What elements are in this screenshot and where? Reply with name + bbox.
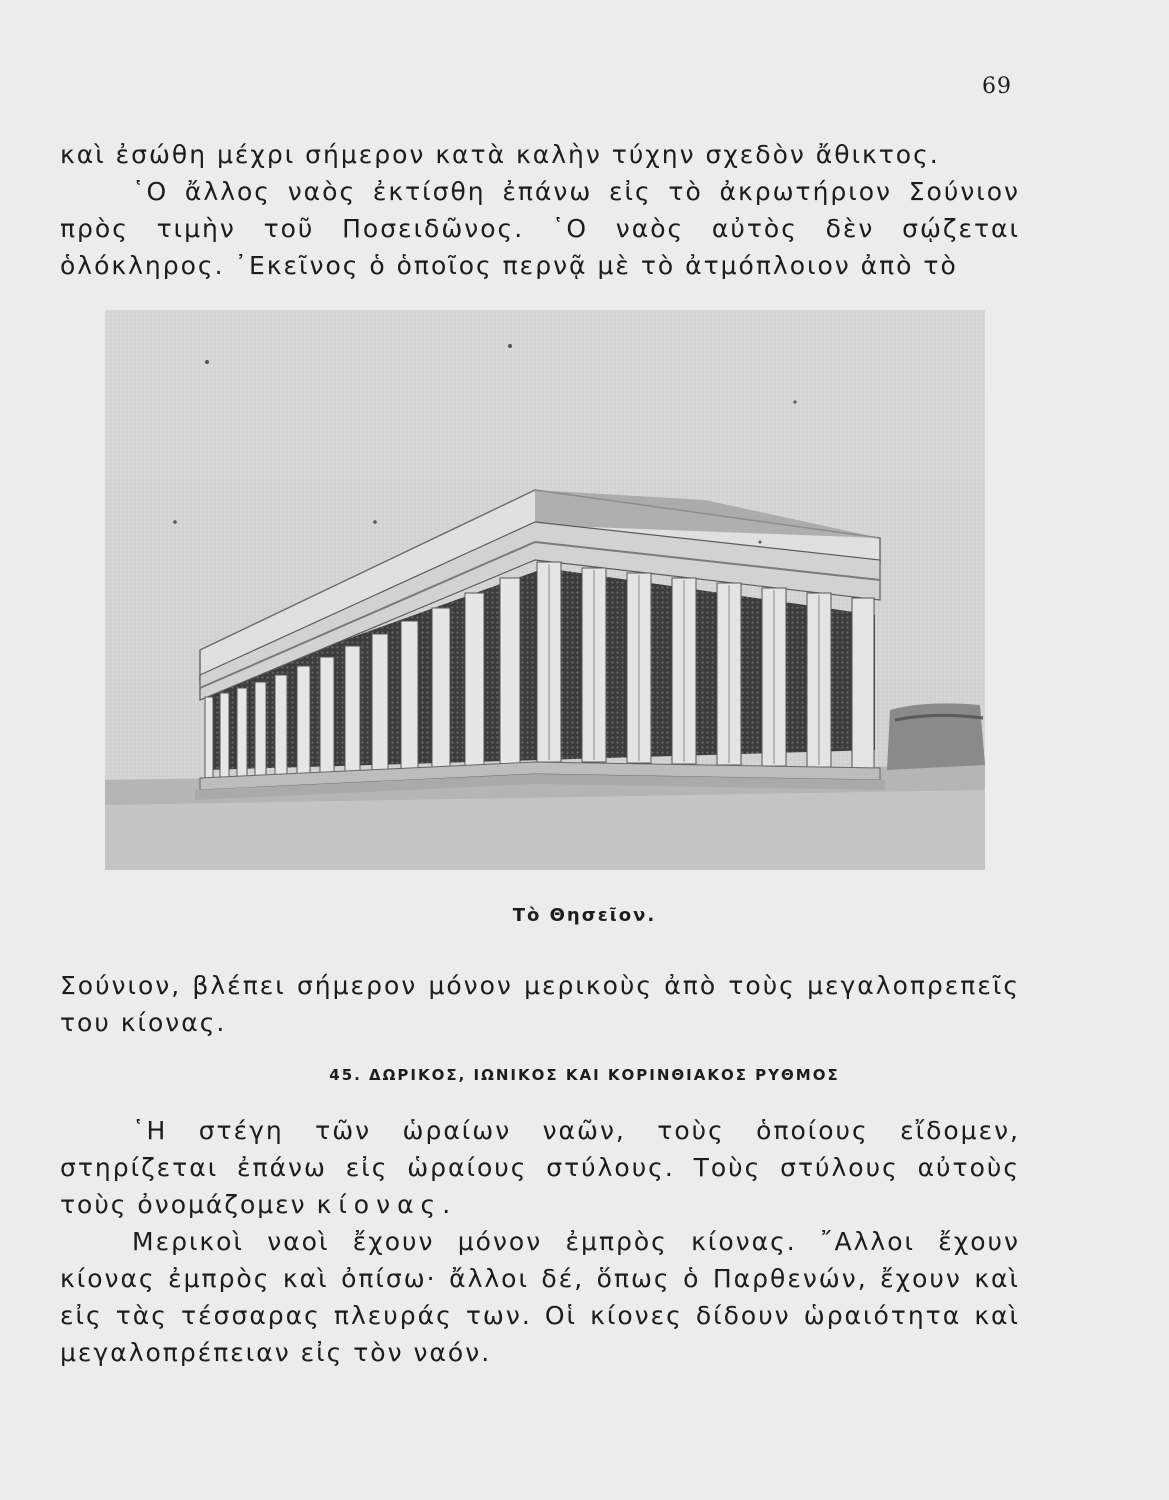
page-number: 69 [982,74,1012,99]
paragraph-continuation: καὶ ἐσώθη μέχρι σήμερον κατὰ καλὴν τύχην σχεδὸν ἄθικτος. [60,140,940,169]
paragraph-sounion: ῾Ο ἄλλος ναὸς ἐκτίσθη ἐπάνω εἰς τὸ ἀκρωτήριον Σούνιον πρὸς τιμὴν τοῦ Ποσειδῶνος. ῾Ο ναὸς αὐτὸς δὲν σῴζεται ὁλόκληρος. ᾿Εκεῖνος ὁ ὁποῖος περνᾷ μὲ τὸ ἀτμόπλοιον ἀπὸ τὸ [60,177,1020,280]
section-heading: 45. ΔΩΡΙΚΟΣ, ΙΩΝΙΚΟΣ ΚΑΙ ΚΟΡΙΝΘΙΑΚΟΣ ΡΥΘΜΟΣ [329,1066,840,1084]
figure-caption: Τὸ Θησεῖον. [512,905,657,926]
paragraph-after-figure: Σούνιον, βλέπει σήμερον μόνον μερικοὺς ἀπὸ τοὺς μεγαλοπρεπεῖς του κίονας. [60,971,1020,1037]
emphasized-term: κίονας. [316,1190,458,1219]
text-block-after-figure [60,967,1020,1041]
text-block-top [60,136,1020,284]
paragraph-roof-columns-text: ῾Η στέγη τῶν ὡραίων ναῶν, τοὺς ὁποίους εἴδομεν, στηρίζεται ἐπάνω εἰς ὡραίους στύλους. Τοὺς στύλους αὐτοὺς τοὺς ὀνομάζομεν [60,1116,1020,1219]
paragraph-roof-columns [60,1112,1020,1223]
section-body [60,1112,1020,1371]
temple-photograph [105,310,985,870]
paragraph-column-types: Μερικοὶ ναοὶ ἔχουν μόνον ἐμπρὸς κίονας. ῎Αλλοι ἔχουν κίονας ἐμπρὸς καὶ ὀπίσω· ἄλλοι δέ, ὅπως ὁ Παρθενών, ἔχουν καὶ εἰς τὰς τέσσαρας πλευράς των. Οἱ κίονες δίδουν ὡραιότητα καὶ μεγαλοπρέπειαν εἰς τὸν ναόν. [60,1227,1020,1367]
